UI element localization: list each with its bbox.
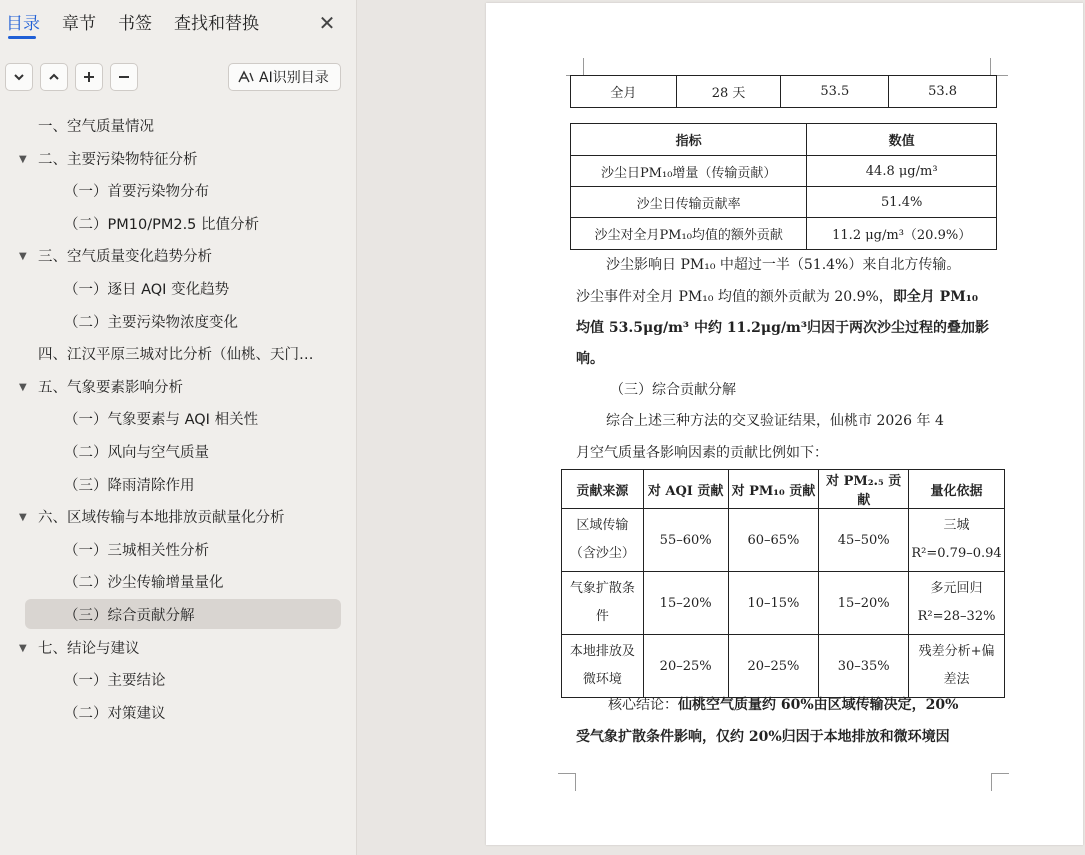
- body-text-line: [576, 287, 978, 307]
- table-cell: 28 天: [676, 76, 781, 108]
- toc-heading-level2[interactable]: [0, 405, 357, 435]
- body-text-line: 沙尘影响日 PM₁₀ 中超过一半（51.4%）来自北方传输。: [606, 257, 961, 273]
- table-header-row: [562, 470, 1005, 509]
- table-cell: 11.2 μg/m³（20.9%）: [807, 218, 997, 250]
- toc-heading-level2[interactable]: [0, 471, 357, 501]
- toc-heading-level1[interactable]: [0, 112, 357, 142]
- body-text-bold: 响。: [576, 351, 604, 367]
- toc-item-label: 三、空气质量变化趋势分析: [38, 249, 212, 265]
- table-cell: [909, 509, 1005, 572]
- cell-line: R²=28–32%: [917, 609, 996, 624]
- toc-heading-level2[interactable]: [0, 177, 357, 207]
- body-text-line: 综合上述三种方法的交叉验证结果，仙桃市 2026 年 4: [606, 413, 944, 429]
- body-text-span: 沙尘事件对全月 PM₁₀ 均值的额外贡献为 20.9%，: [576, 289, 893, 305]
- toc-item-label: （二）主要污染物浓度变化: [64, 315, 238, 331]
- table-row: [571, 187, 997, 218]
- table-row: [571, 76, 997, 108]
- table-cell: 沙尘对全月PM₁₀均值的额外贡献: [571, 218, 807, 250]
- table-cell: 沙尘日传输贡献率: [571, 187, 807, 218]
- table-row: [571, 218, 997, 250]
- table-cell: 55–60%: [643, 509, 728, 572]
- table-row: [562, 572, 1005, 635]
- toc-item-label: 六、区域传输与本地排放贡献量化分析: [38, 510, 285, 526]
- toc-heading-level2[interactable]: [0, 308, 357, 338]
- cell-line: 三城: [943, 518, 970, 533]
- table-cell: 15–20%: [643, 572, 728, 635]
- body-text-span: 核心结论：: [608, 697, 678, 713]
- toc-item-label: （二）对策建议: [64, 706, 166, 722]
- table-header-row: [571, 124, 997, 156]
- cell-line: 微环境: [582, 672, 622, 687]
- page-corner-mark: [990, 58, 1008, 76]
- toc-heading-level2[interactable]: [0, 275, 357, 305]
- page-corner-mark: [558, 773, 576, 791]
- toc-item-label: （三）降雨清除作用: [64, 478, 195, 494]
- toc-item-label: （二）PM10/PM2.5 比值分析: [64, 217, 260, 233]
- expand-triangle-icon[interactable]: ▼: [19, 251, 27, 262]
- toc-item-label: （一）三城相关性分析: [64, 543, 209, 559]
- toc-heading-level2[interactable]: [0, 536, 357, 566]
- table-header-cell: 贡献来源: [562, 470, 644, 509]
- table-cell: [562, 635, 644, 698]
- expand-triangle-icon[interactable]: ▼: [19, 382, 27, 393]
- body-text-bold: 仙桃空气质量约 60%由区域传输决定，20%: [678, 697, 959, 713]
- toc-item-label: 四、江汉平原三城对比分析（仙桃、天门…: [38, 347, 314, 363]
- tab-chapters[interactable]: 章节: [62, 14, 96, 34]
- expand-triangle-icon[interactable]: ▼: [19, 512, 27, 523]
- table-header-cell: 对 PM₂.₅ 贡献: [819, 470, 909, 509]
- collapse-up-button[interactable]: [40, 63, 68, 91]
- table-cell: 10–15%: [728, 572, 819, 635]
- cell-line: 残差分析+偏: [918, 644, 995, 659]
- table-cell: 20–25%: [643, 635, 728, 698]
- active-tab-indicator: [8, 36, 36, 39]
- toc-heading-level1[interactable]: [0, 145, 357, 175]
- body-text-line: [576, 349, 604, 369]
- cell-line: 多元回归: [930, 581, 983, 596]
- toc-item-label: （一）首要污染物分布: [64, 184, 209, 200]
- toc-item-label: 五、气象要素影响分析: [38, 380, 183, 396]
- page-corner-mark: [991, 773, 1009, 791]
- table-row: [571, 156, 997, 187]
- toc-toolbar: [5, 63, 345, 91]
- toc-heading-level1[interactable]: [0, 373, 357, 403]
- body-text-line: [576, 727, 950, 747]
- cell-line: R²=0.79–0.94: [911, 546, 1002, 561]
- table-cell: [909, 635, 1005, 698]
- expand-triangle-icon[interactable]: ▼: [19, 643, 27, 654]
- toc-item-label: 一、空气质量情况: [38, 119, 154, 135]
- toc-sidebar: [0, 0, 357, 855]
- table-header-cell: 对 AQI 贡献: [643, 470, 728, 509]
- tab-bookmarks[interactable]: 书签: [118, 14, 152, 34]
- toc-item-label: （二）沙尘传输增量量化: [64, 575, 224, 591]
- document-page[interactable]: [486, 3, 1083, 845]
- cell-line: 件: [595, 609, 609, 624]
- table-cell: 20–25%: [728, 635, 819, 698]
- table-header-cell: 数值: [807, 124, 997, 156]
- table-cell: 53.8: [889, 76, 997, 108]
- minus-icon: [117, 70, 131, 84]
- add-heading-button[interactable]: [75, 63, 103, 91]
- toc-heading-level2[interactable]: [0, 601, 357, 631]
- close-icon[interactable]: ✕: [318, 11, 336, 35]
- table-cell: 沙尘日PM₁₀增量（传输贡献）: [571, 156, 807, 187]
- table-row: [562, 509, 1005, 572]
- toc-heading-level2[interactable]: [0, 699, 357, 729]
- toc-item-label: （二）风向与空气质量: [64, 445, 209, 461]
- body-text-line: [608, 695, 958, 715]
- page-corner-mark: [566, 58, 584, 76]
- body-text-bold: 即全月 PM₁₀: [892, 289, 978, 305]
- table-cell: 44.8 μg/m³: [807, 156, 997, 187]
- toc-item-label: （三）综合贡献分解: [64, 608, 195, 624]
- remove-heading-button[interactable]: [110, 63, 138, 91]
- toc-heading-level1[interactable]: [0, 242, 357, 272]
- toc-heading-level2[interactable]: [0, 210, 357, 240]
- monthly-summary-table: [570, 75, 997, 108]
- table-cell: 全月: [571, 76, 677, 108]
- table-cell: 60–65%: [728, 509, 819, 572]
- chevron-up-icon: [47, 70, 61, 84]
- toc-heading-level1[interactable]: [0, 340, 357, 370]
- table-cell: 51.4%: [807, 187, 997, 218]
- toc-heading-level2[interactable]: [0, 568, 357, 598]
- cell-line: 区域传输: [576, 518, 629, 533]
- table-cell: 30–35%: [819, 635, 909, 698]
- expand-triangle-icon[interactable]: ▼: [19, 154, 27, 165]
- toc-item-label: （一）逐日 AQI 变化趋势: [64, 282, 230, 298]
- contribution-breakdown-table: [561, 469, 1005, 698]
- table-cell: [562, 509, 644, 572]
- collapse-down-button[interactable]: [5, 63, 33, 91]
- toc-item-label: （一）主要结论: [64, 673, 166, 689]
- cell-line: 差法: [943, 672, 970, 687]
- sidebar-tabs: [6, 12, 281, 40]
- toc-heading-level2[interactable]: [0, 666, 357, 696]
- table-header-cell: 指标: [571, 124, 807, 156]
- body-text-bold: 受气象扩散条件影响，仅约 20%归因于本地排放和微环境因: [576, 729, 950, 745]
- toc-heading-level2[interactable]: [0, 438, 357, 468]
- ai-recognize-toc-button[interactable]: [228, 63, 341, 91]
- toc-heading-level1[interactable]: [0, 503, 357, 533]
- cell-line: 本地排放及: [569, 644, 635, 659]
- tab-toc[interactable]: 目录: [6, 14, 40, 34]
- dust-contribution-table: [570, 123, 997, 250]
- ai-button-label: AI识别目录: [259, 70, 329, 86]
- cell-line: 气象扩散条: [569, 581, 635, 596]
- table-cell: 53.5: [781, 76, 889, 108]
- table-cell: [909, 572, 1005, 635]
- toc-heading-level1[interactable]: [0, 634, 357, 664]
- toc-item-label: 七、结论与建议: [38, 641, 140, 657]
- chevron-down-icon: [12, 70, 26, 84]
- toc-item-label: （一）气象要素与 AQI 相关性: [64, 412, 259, 428]
- ai-scan-icon: [237, 70, 255, 84]
- cell-line: （含沙尘）: [569, 546, 635, 561]
- section-heading: （三）综合贡献分解: [610, 382, 736, 398]
- tab-find-replace[interactable]: 查找和替换: [174, 14, 259, 34]
- table-header-cell: 量化依据: [909, 470, 1005, 509]
- toc-item-label: 二、主要污染物特征分析: [38, 152, 198, 168]
- table-cell: 45–50%: [819, 509, 909, 572]
- table-cell: 15–20%: [819, 572, 909, 635]
- body-text-bold: 均值 53.5μg/m³ 中约 11.2μg/m³归因于两次沙尘过程的叠加影: [576, 320, 990, 336]
- body-text-line: [576, 318, 989, 338]
- table-row: [562, 635, 1005, 698]
- body-text-line: 月空气质量各影响因素的贡献比例如下：: [576, 445, 828, 461]
- plus-icon: [82, 70, 96, 84]
- table-header-cell: 对 PM₁₀ 贡献: [728, 470, 819, 509]
- table-cell: [562, 572, 644, 635]
